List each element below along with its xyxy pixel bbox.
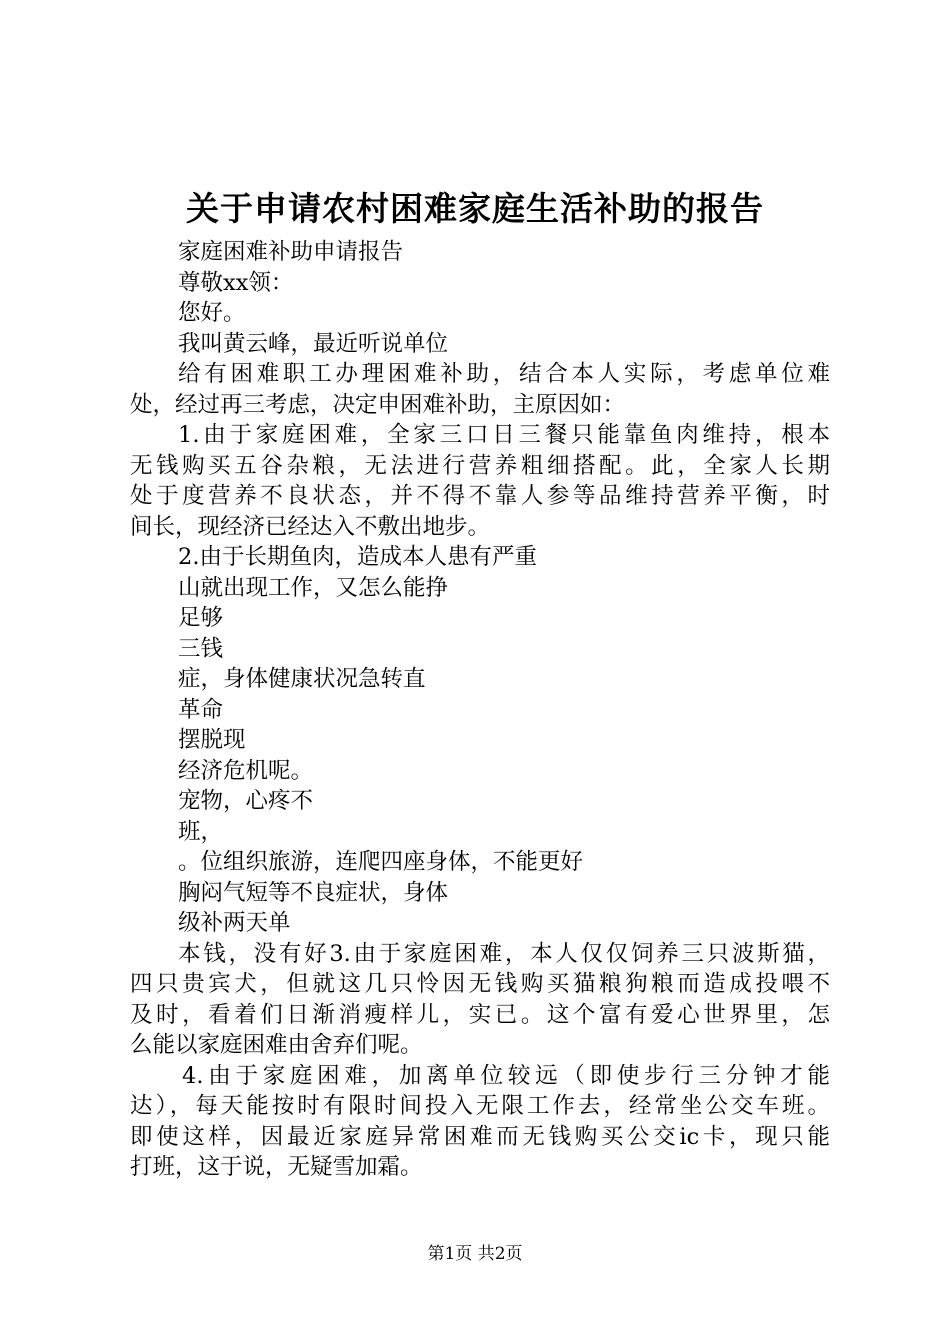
text-line: 摆脱现 [178,727,246,753]
text-line: 间长，现经济已经达入不敷出地步。 [130,513,491,540]
text-line: 本钱，没有好3.由于家庭困难，本人仅仅饲养三只波斯猫， [178,940,830,967]
text-line: 即使这样，因最近家庭异常困难而无钱购买公交ic卡，现只能 [130,1123,830,1150]
text-line: 尊敬xx领： [178,269,294,296]
text-line: 级补两天单 [178,910,291,936]
text-line: 么能以家庭困难由舍弃们呢。 [130,1032,423,1058]
text-line: 三钱 [178,635,224,662]
text-line: 足够 [178,605,224,631]
text-line: 1.由于家庭困难，全家三口日三餐只能靠鱼肉维持，根本 [178,422,830,448]
text-line: 4.由于家庭困难，加离单位较远（即使步行三分钟才能 [182,1062,830,1089]
text-line: 达），每天能按时有限时间投入无限工作去，经常坐公交车班。 [130,1093,830,1119]
document-body [130,237,830,1183]
text-line: 处，经过再三考虑，决定申困难补助，主原因如： [130,391,626,418]
text-line: 胸闷气短等不良症状，身体 [178,879,449,906]
text-line: 宠物，心疼不 [178,788,314,814]
text-line: 您好。 [178,300,246,326]
text-line: 家庭困难补助申请报告 [178,239,404,265]
text-line: 山就出现工作，又怎么能挣 [178,574,449,601]
text-line: 给有困难职工办理困难补助，结合本人实际，考虑单位难 [178,361,830,387]
page-footer: 第1页 共2页 [427,1244,523,1264]
text-line: 处于度营养不良状态，并不得不靠人参等品维持营养平衡，时 [130,483,830,509]
text-line: 革命 [178,696,224,723]
text-line: 症，身体健康状况急转直 [178,666,426,692]
text-line: 2.由于长期鱼肉，造成本人患有严重 [178,544,537,570]
text-line: 经济危机呢。 [178,757,314,784]
text-line: 我叫黄云峰，最近听说单位 [178,330,449,357]
text-line: 打班，这于说，无疑雪加霜。 [130,1154,423,1180]
text-line: 。位组织旅游，连爬四座身体，不能更好 [178,849,584,875]
text-line: 及时，看着们日渐消瘦样儿，实已。这个富有爱心世界里，怎 [130,1001,830,1028]
text-line: 班， [178,818,224,845]
text-line: 四只贵宾犬，但就这几只怜因无钱购买猫粮狗粮而造成投喂不 [130,971,830,997]
text-line: 无钱购买五谷杂粮，无法进行营养粗细搭配。此，全家人长期 [130,452,830,479]
document-title: 关于申请农村困难家庭生活补助的报告 [186,189,764,228]
